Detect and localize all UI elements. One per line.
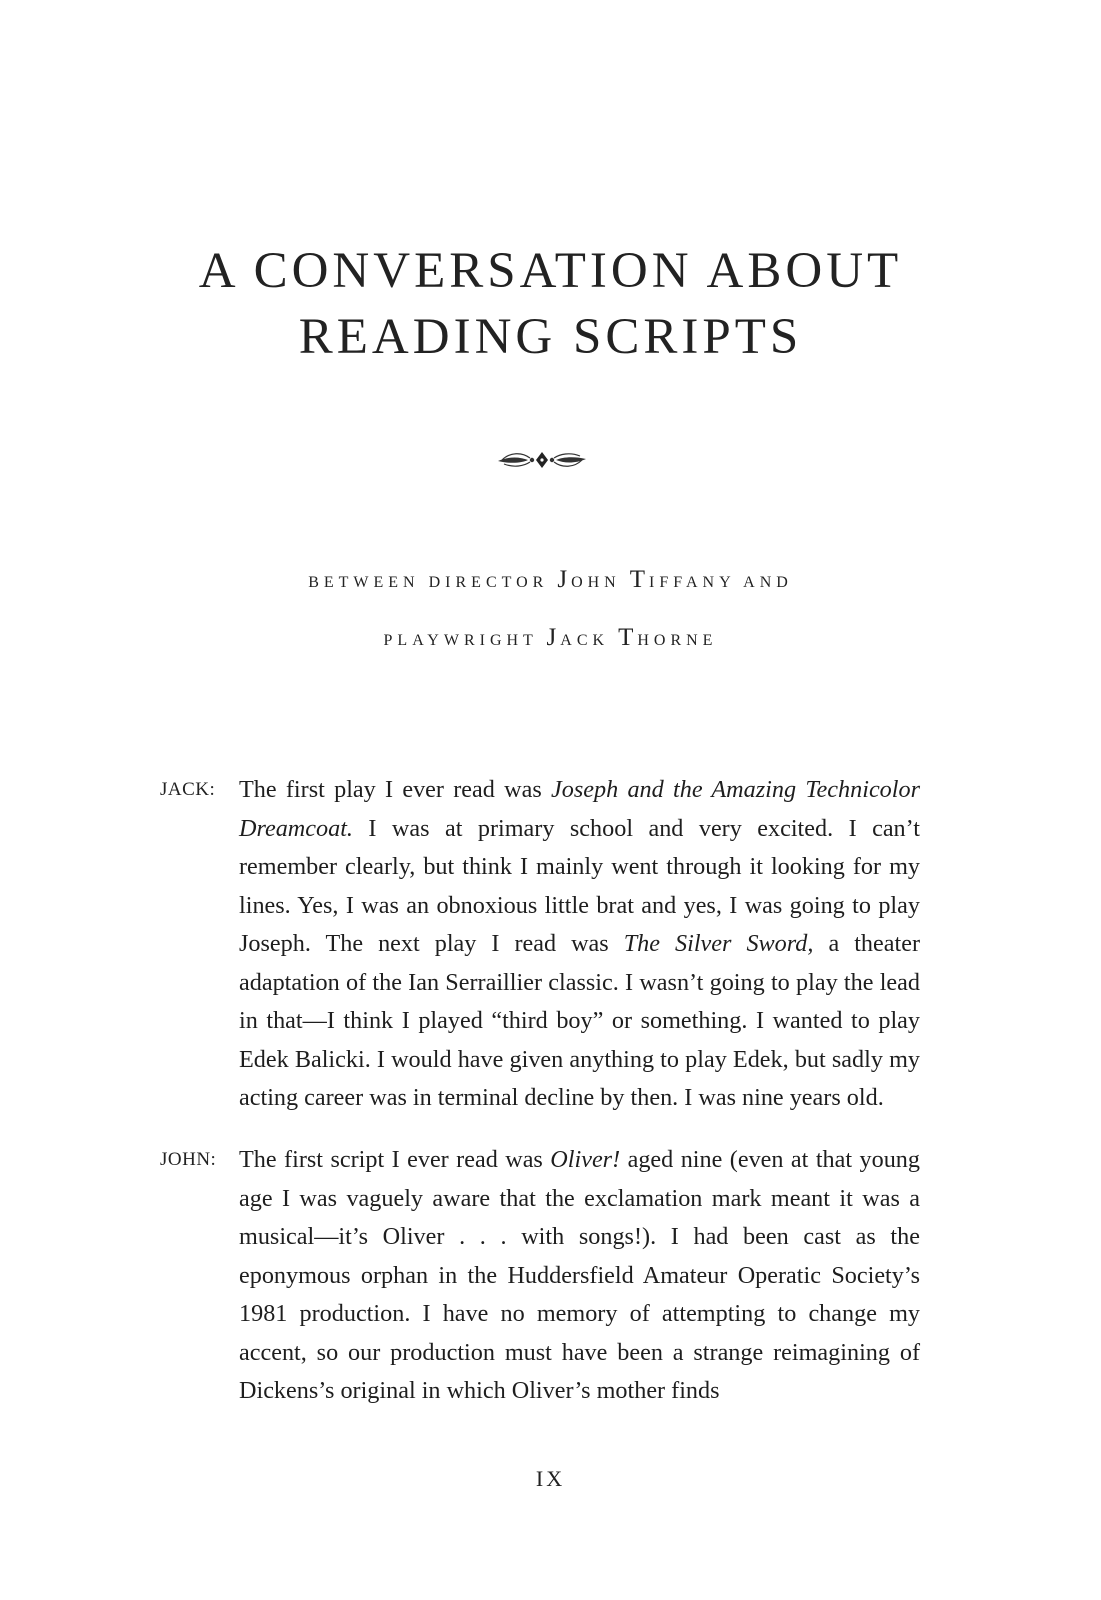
chapter-title-line-2: READING SCRIPTS bbox=[298, 309, 803, 365]
subtitle-director-first-rest: OHN bbox=[571, 574, 630, 591]
play-title-italic: The Silver Sword, bbox=[623, 930, 814, 957]
subtitle-playwright-last-initial: T bbox=[618, 624, 638, 651]
chapter-title-line-1: A CONVERSATION ABOUT bbox=[198, 243, 903, 299]
dialogue-text-part: a theater adaptation of the Ian Serraillier classic. I wasn’t going to play the lead in that—I think I played “third boy” or something. I wanted to play Edek Balicki. I would have given anything to play Edek, but sadly my acting career was in terminal decline by then. I was nine years old. bbox=[239, 930, 920, 1111]
play-title-italic: Joseph and the Amazing Technicolor Dreamcoat. bbox=[239, 776, 920, 842]
subtitle-director-first-initial: J bbox=[557, 566, 572, 593]
play-title-italic: Oliver! bbox=[550, 1146, 621, 1173]
subtitle-playwright-last-rest: HORNE bbox=[637, 632, 718, 649]
subtitle-pre-1: BETWEEN DIRECTOR bbox=[308, 574, 558, 591]
subtitle-playwright-first-rest: ACK bbox=[560, 632, 619, 649]
speaker-label: JOHN: bbox=[160, 1149, 217, 1170]
subtitle-pre-2: PLAYWRIGHT bbox=[383, 632, 547, 649]
dialogue-text bbox=[239, 1141, 920, 1411]
subtitle-line-1 bbox=[0, 566, 1101, 594]
dialogue-text bbox=[239, 771, 920, 1118]
page-number: IX bbox=[535, 1466, 566, 1491]
subtitle-line-2 bbox=[0, 624, 1101, 652]
subtitle-director-last-initial: T bbox=[629, 566, 650, 593]
subtitle-post-1: AND bbox=[735, 574, 793, 591]
subtitle-playwright-first-initial: J bbox=[546, 624, 561, 651]
fleuron-ornament-icon bbox=[496, 448, 588, 472]
speaker-label: JACK: bbox=[160, 779, 216, 800]
dialogue-text-part: The first script I ever read was bbox=[239, 1146, 551, 1173]
dialogue-text-part: I was at primary school and very excited. I can’t remember clearly, but think I mainly went through it looking for my lines. Yes, I was an obnoxious little brat and yes, I was going to play Joseph. The next play I read was bbox=[239, 814, 920, 957]
dialogue-text-part: The first play I ever read was bbox=[239, 776, 552, 803]
subtitle-director-last-rest: IFFANY bbox=[649, 574, 736, 591]
chapter-title bbox=[0, 238, 1101, 370]
dialogue-text-part: aged nine (even at that young age I was vaguely aware that the exclamation mark meant it was a musical—it’s Oliver . . . with songs!). I had been cast as the eponymous orphan in the Huddersfield Amateur Operatic Society’s 1981 production. I have no memory of attempting to change my accent, so our production must have been a strange reimagining of Dickens’s original in which Oliver’s mother finds bbox=[239, 1146, 920, 1404]
